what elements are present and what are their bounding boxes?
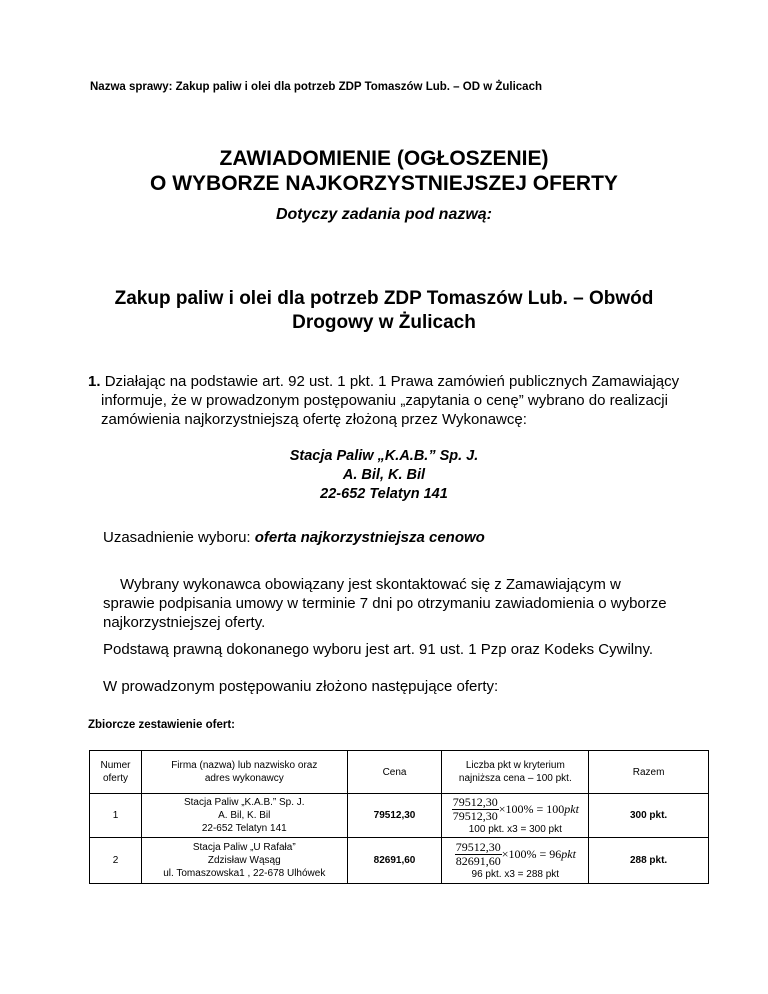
task-name-line-2: Drogowy w Żulicach	[292, 312, 476, 333]
justification-label: Uzasadnienie wyboru:	[103, 529, 255, 546]
section-1-line-1: Działając na podstawie art. 92 ust. 1 pkt. 1 Prawa zamówień publicznych Zamawiający	[104, 373, 680, 390]
title-line-1: ZAWIADOMIENIE (OGŁOSZENIE)	[219, 147, 549, 170]
contact-paragraph	[103, 575, 667, 632]
section-1-line-2: informuje, że w prowadzonym postępowaniu „zapytania o cenę” wybrano do realizacji	[101, 392, 668, 409]
justification	[103, 528, 485, 547]
header-firm: Firma (nazwa) lub nazwisko oraz adres wykonawcy	[141, 751, 347, 794]
winner-address: 22-652 Telatyn 141	[320, 486, 448, 502]
section-number: 1.	[88, 373, 101, 390]
task-name-line-1: Zakup paliw i olei dla potrzeb ZDP Tomaszów Lub. – Obwód	[114, 288, 654, 309]
title-line-2: O WYBORZE NAJKORZYSTNIEJSZEJ OFERTY	[150, 172, 618, 195]
contact-line-2: sprawie podpisania umowy w terminie 7 dni po otrzymaniu zawiadomienia o wyborze	[103, 595, 667, 612]
summary-label: Zbiorcze zestawienie ofert:	[88, 719, 235, 731]
header-number: Numer oferty	[90, 751, 142, 794]
header-price: Cena	[347, 751, 442, 794]
document-title	[0, 146, 768, 196]
table-row	[90, 794, 709, 838]
offers-table	[89, 750, 709, 884]
section-1	[88, 372, 679, 429]
offer-total: 300 pkt.	[589, 794, 709, 838]
contact-line-1: Wybrany wykonawca obowiązany jest skontaktować się z Zamawiającym w	[120, 576, 621, 593]
case-name: Nazwa sprawy: Zakup paliw i olei dla potrzeb ZDP Tomaszów Lub. – OD w Żulicach	[90, 81, 542, 93]
offer-price: 82691,60	[347, 838, 442, 884]
offer-points	[442, 794, 589, 838]
winner-owners: A. Bil, K. Bil	[342, 467, 426, 483]
offer-firm: Stacja Paliw „K.A.B.” Sp. J. A. Bil, K. Bil 22-652 Telatyn 141	[141, 794, 347, 838]
points-summary: 96 pkt. x3 = 288 pkt	[471, 868, 560, 880]
contact-line-3: najkorzystniejszej oferty.	[103, 614, 266, 631]
legal-basis: Podstawą prawną dokonanego wyboru jest art. 91 ust. 1 Pzp oraz Kodeks Cywilny.	[103, 641, 654, 658]
points-formula: $\frac{79512,30}{79512,30}$ ×100% = 100pkt	[452, 794, 579, 823]
header-points: Liczba pkt w kryterium najniższa cena – 100 pkt.	[442, 751, 589, 794]
offer-points	[442, 838, 589, 884]
subtitle: Dotyczy zadania pod nazwą:	[275, 206, 493, 223]
task-name	[0, 287, 768, 335]
offer-number: 2	[90, 838, 142, 884]
table-header-row	[90, 751, 709, 794]
points-formula: $\frac{79512,30}{82691,60}$ ×100% = 96pkt	[455, 839, 576, 868]
offer-number: 1	[90, 794, 142, 838]
offer-price: 79512,30	[347, 794, 442, 838]
justification-value: oferta najkorzystniejsza cenowo	[254, 529, 485, 546]
offer-firm: Stacja Paliw „U Rafała” Zdzisław Wąsąg ul. Tomaszowska1 , 22-678 Ulhówek	[141, 838, 347, 884]
offer-total: 288 pkt.	[589, 838, 709, 884]
offers-intro: W prowadzonym postępowaniu złożono następujące oferty:	[103, 678, 499, 695]
section-1-line-3: zamówienia najkorzystniejszą ofertę złożoną przez Wykonawcę:	[101, 411, 527, 428]
points-summary: 100 pkt. x3 = 300 pkt	[468, 823, 562, 835]
winning-contractor	[0, 447, 768, 504]
winner-name: Stacja Paliw „K.A.B.” Sp. J.	[289, 448, 479, 464]
header-total: Razem	[589, 751, 709, 794]
table-row	[90, 838, 709, 884]
